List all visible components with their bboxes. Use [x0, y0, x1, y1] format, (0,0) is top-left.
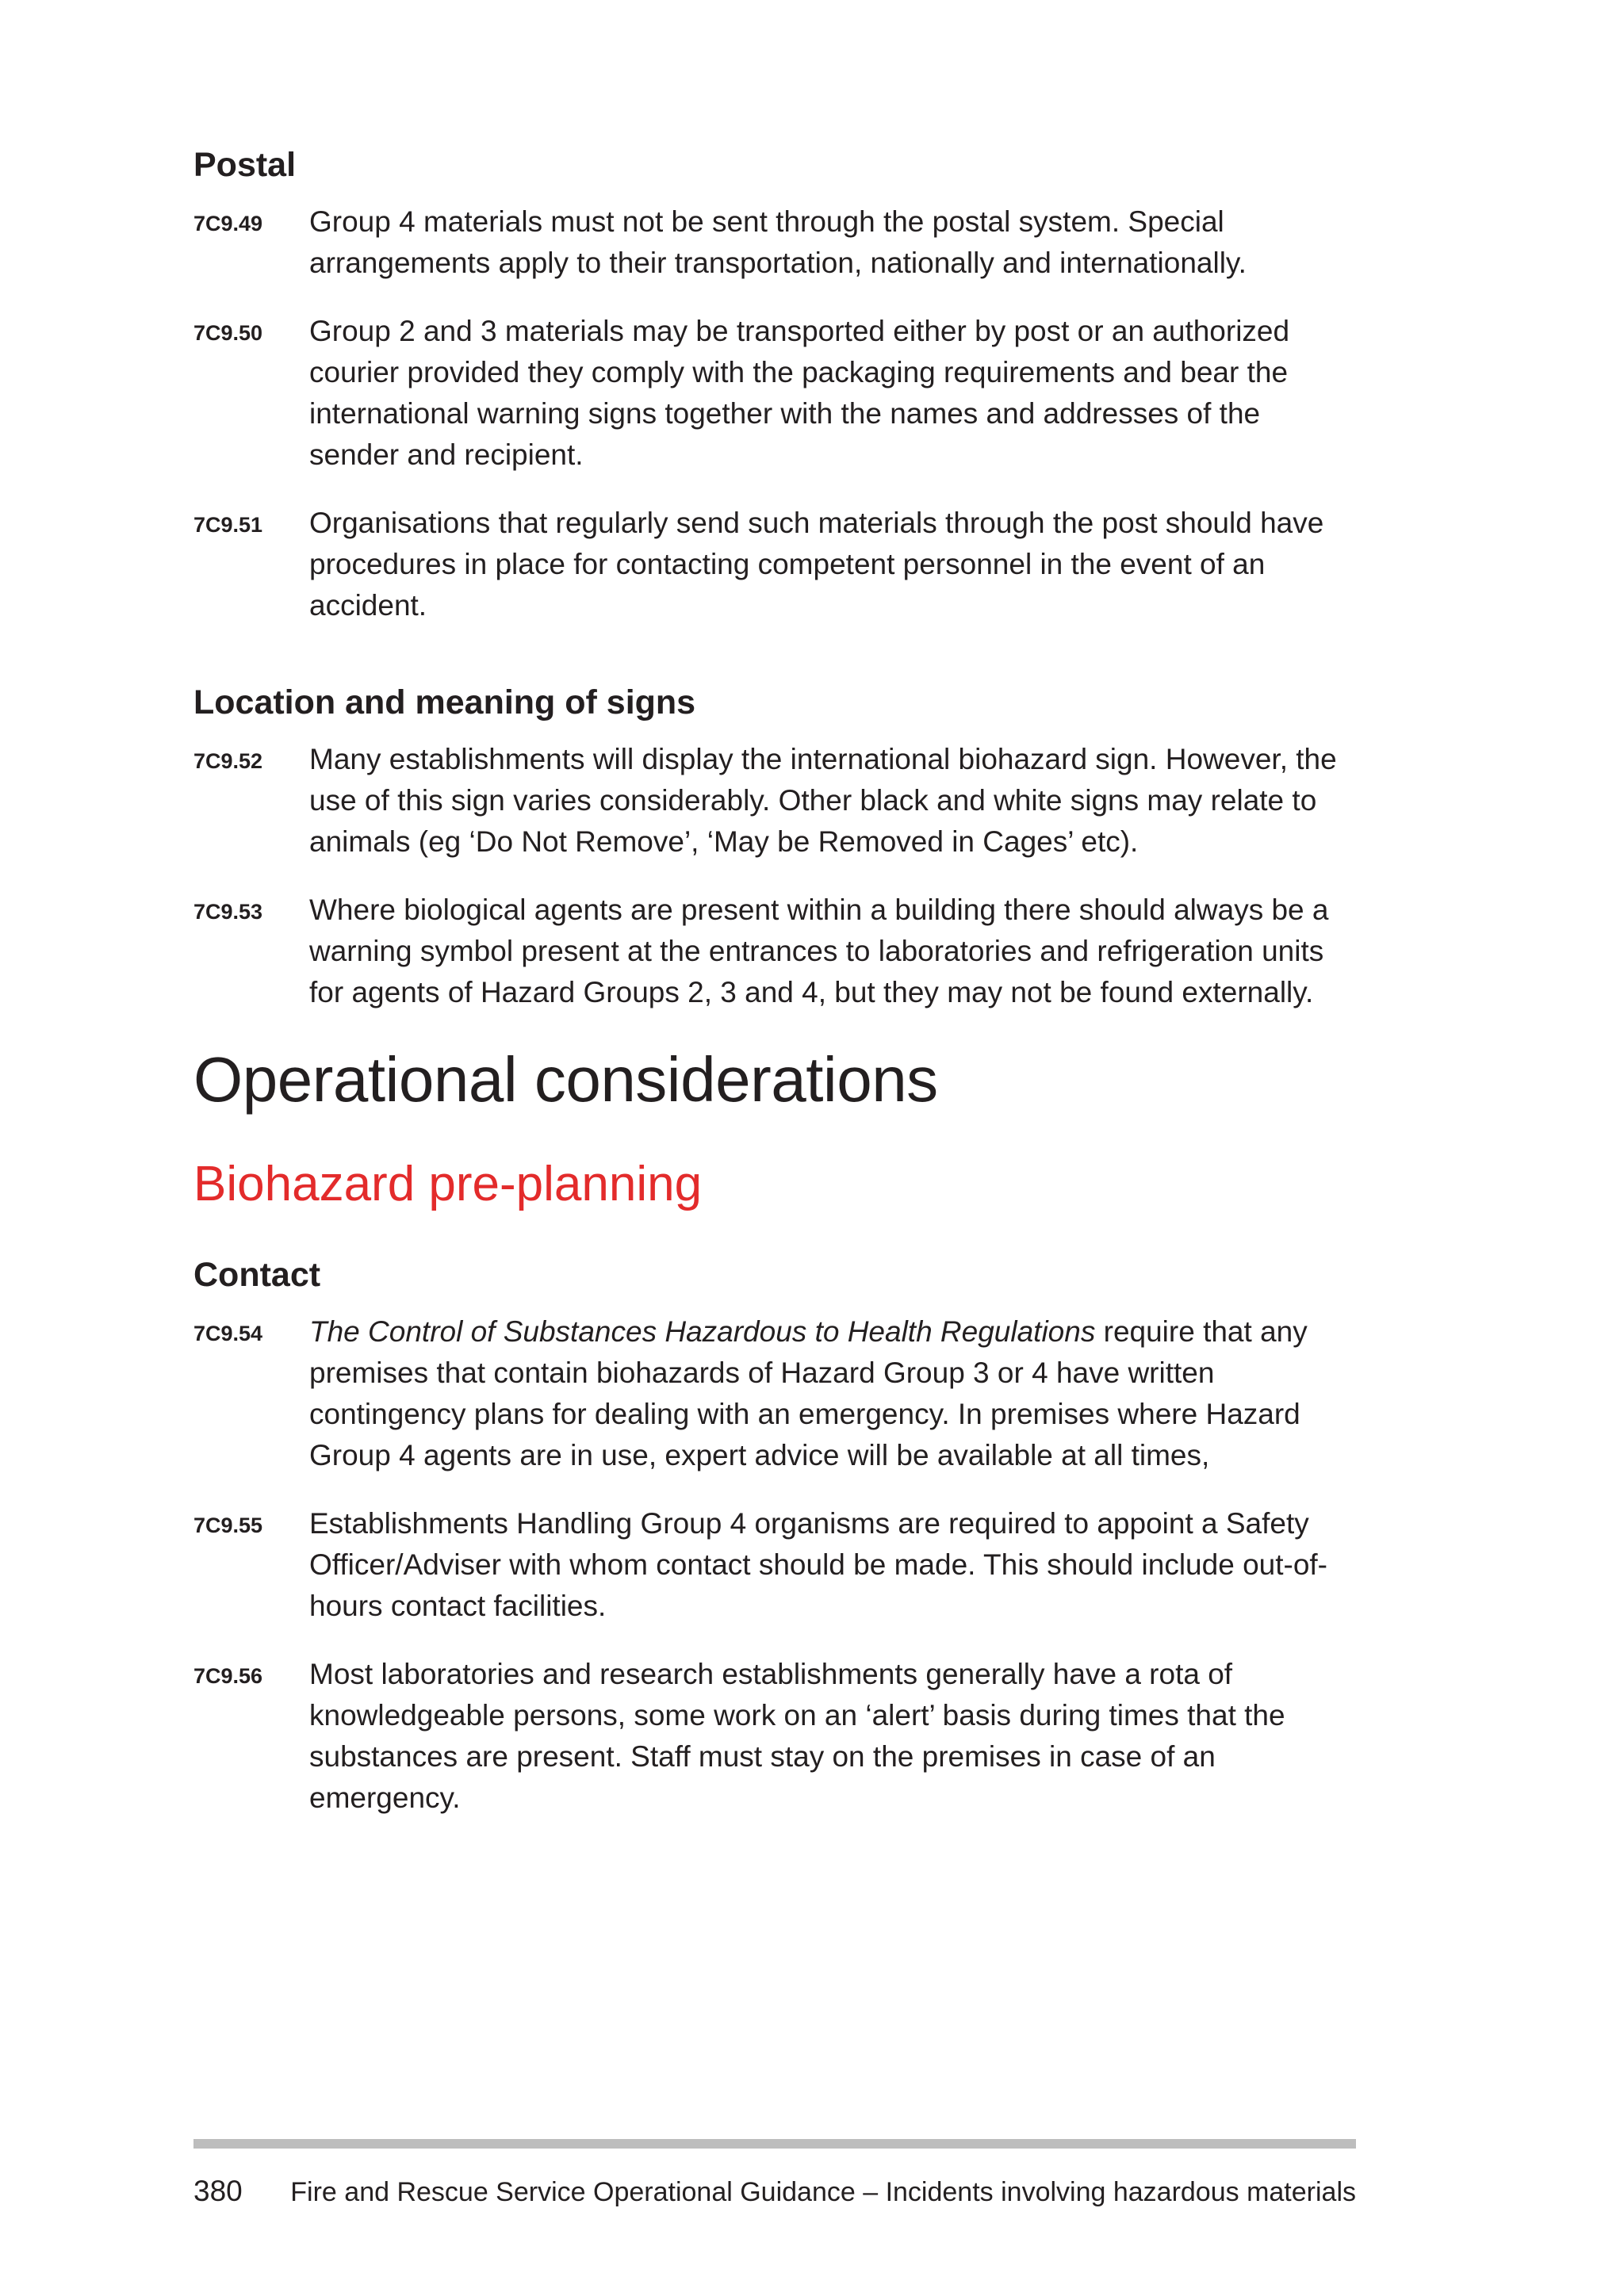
paragraph-number: 7C9.56	[193, 1664, 263, 1688]
section-title-red: Biohazard pre-planning	[193, 1157, 703, 1211]
spacer	[193, 653, 1356, 680]
paragraph-number: 7C9.51	[193, 513, 263, 537]
paragraph-number: 7C9.55	[193, 1513, 263, 1537]
paragraph-text: Establishments Handling Group 4 organisms are required to appoint a Safety Officer/Adviser with whom contact should be made. This should include out-of-hours contact facilities.	[309, 1507, 1327, 1622]
regulation-title-italic: The Control of Substances Hazardous to Health Regulations	[309, 1315, 1096, 1348]
paragraph-number: 7C9.54	[193, 1322, 263, 1345]
paragraph-text: Organisations that regularly send such materials through the post should have procedures in place for contacting competent personnel in the event of an accident.	[309, 507, 1324, 622]
paragraph-text: Where biological agents are present within a building there should always be a warning symbol present at the entrances to laboratories and refrigeration units for agents of Hazard Groups 2, 3 and 4, but they may not be found externally.	[309, 894, 1329, 1008]
paragraph-7c9-55	[193, 1503, 1356, 1627]
paragraph-7c9-56	[193, 1654, 1356, 1819]
footer-rule	[193, 2139, 1356, 2149]
paragraph-number: 7C9.50	[193, 321, 263, 345]
paragraph-text: Most laboratories and research establishments generally have a rota of knowledgeable persons, some work on an ‘alert’ basis during times that the substances are present. Staff must stay on the premises in case of an emergency.	[309, 1658, 1285, 1814]
paragraph-text-rest: require that any premises that contain biohazards of Hazard Group 3 or 4 have written contingency plans for dealing with an emergency. In premises where Hazard Group 4 agents are in use, expert advice will be available at all times,	[309, 1315, 1308, 1471]
section-heading-signs: Location and meaning of signs	[193, 683, 696, 721]
paragraph-number: 7C9.52	[193, 749, 263, 773]
paragraph-text	[309, 1311, 1356, 1476]
section-heading-postal: Postal	[193, 146, 297, 184]
footer-title: Fire and Rescue Service Operational Guidance – Incidents involving hazardous materials	[290, 2177, 1356, 2207]
paragraph-7c9-52	[193, 739, 1356, 863]
paragraph-7c9-51	[193, 503, 1356, 626]
paragraph-7c9-50	[193, 311, 1356, 476]
paragraph-7c9-53	[193, 890, 1356, 1013]
paragraph-number: 7C9.53	[193, 900, 263, 924]
page-content	[193, 143, 1356, 1846]
page-footer	[193, 2172, 1356, 2211]
paragraph-number: 7C9.49	[193, 212, 263, 235]
section-heading-contact: Contact	[193, 1256, 321, 1294]
paragraph-text: Group 4 materials must not be sent through the postal system. Special arrangements apply to their transportation, nationally and internationally.	[309, 205, 1247, 279]
page-number: 380	[193, 2175, 243, 2207]
paragraph-text: Many establishments will display the international biohazard sign. However, the use of this sign varies considerably. Other black and white signs may relate to animals (eg ‘Do Not Remove’, ‘May be Removed in Cages’ etc).	[309, 743, 1337, 858]
paragraph-text: Group 2 and 3 materials may be transported either by post or an authorized courier provided they comply with the packaging requirements and bear the international warning signs together with the names and addresses of the sender and recipient.	[309, 315, 1290, 471]
paragraph-7c9-54	[193, 1311, 1356, 1476]
paragraph-7c9-49	[193, 201, 1356, 284]
chapter-title: Operational considerations	[193, 1044, 938, 1115]
